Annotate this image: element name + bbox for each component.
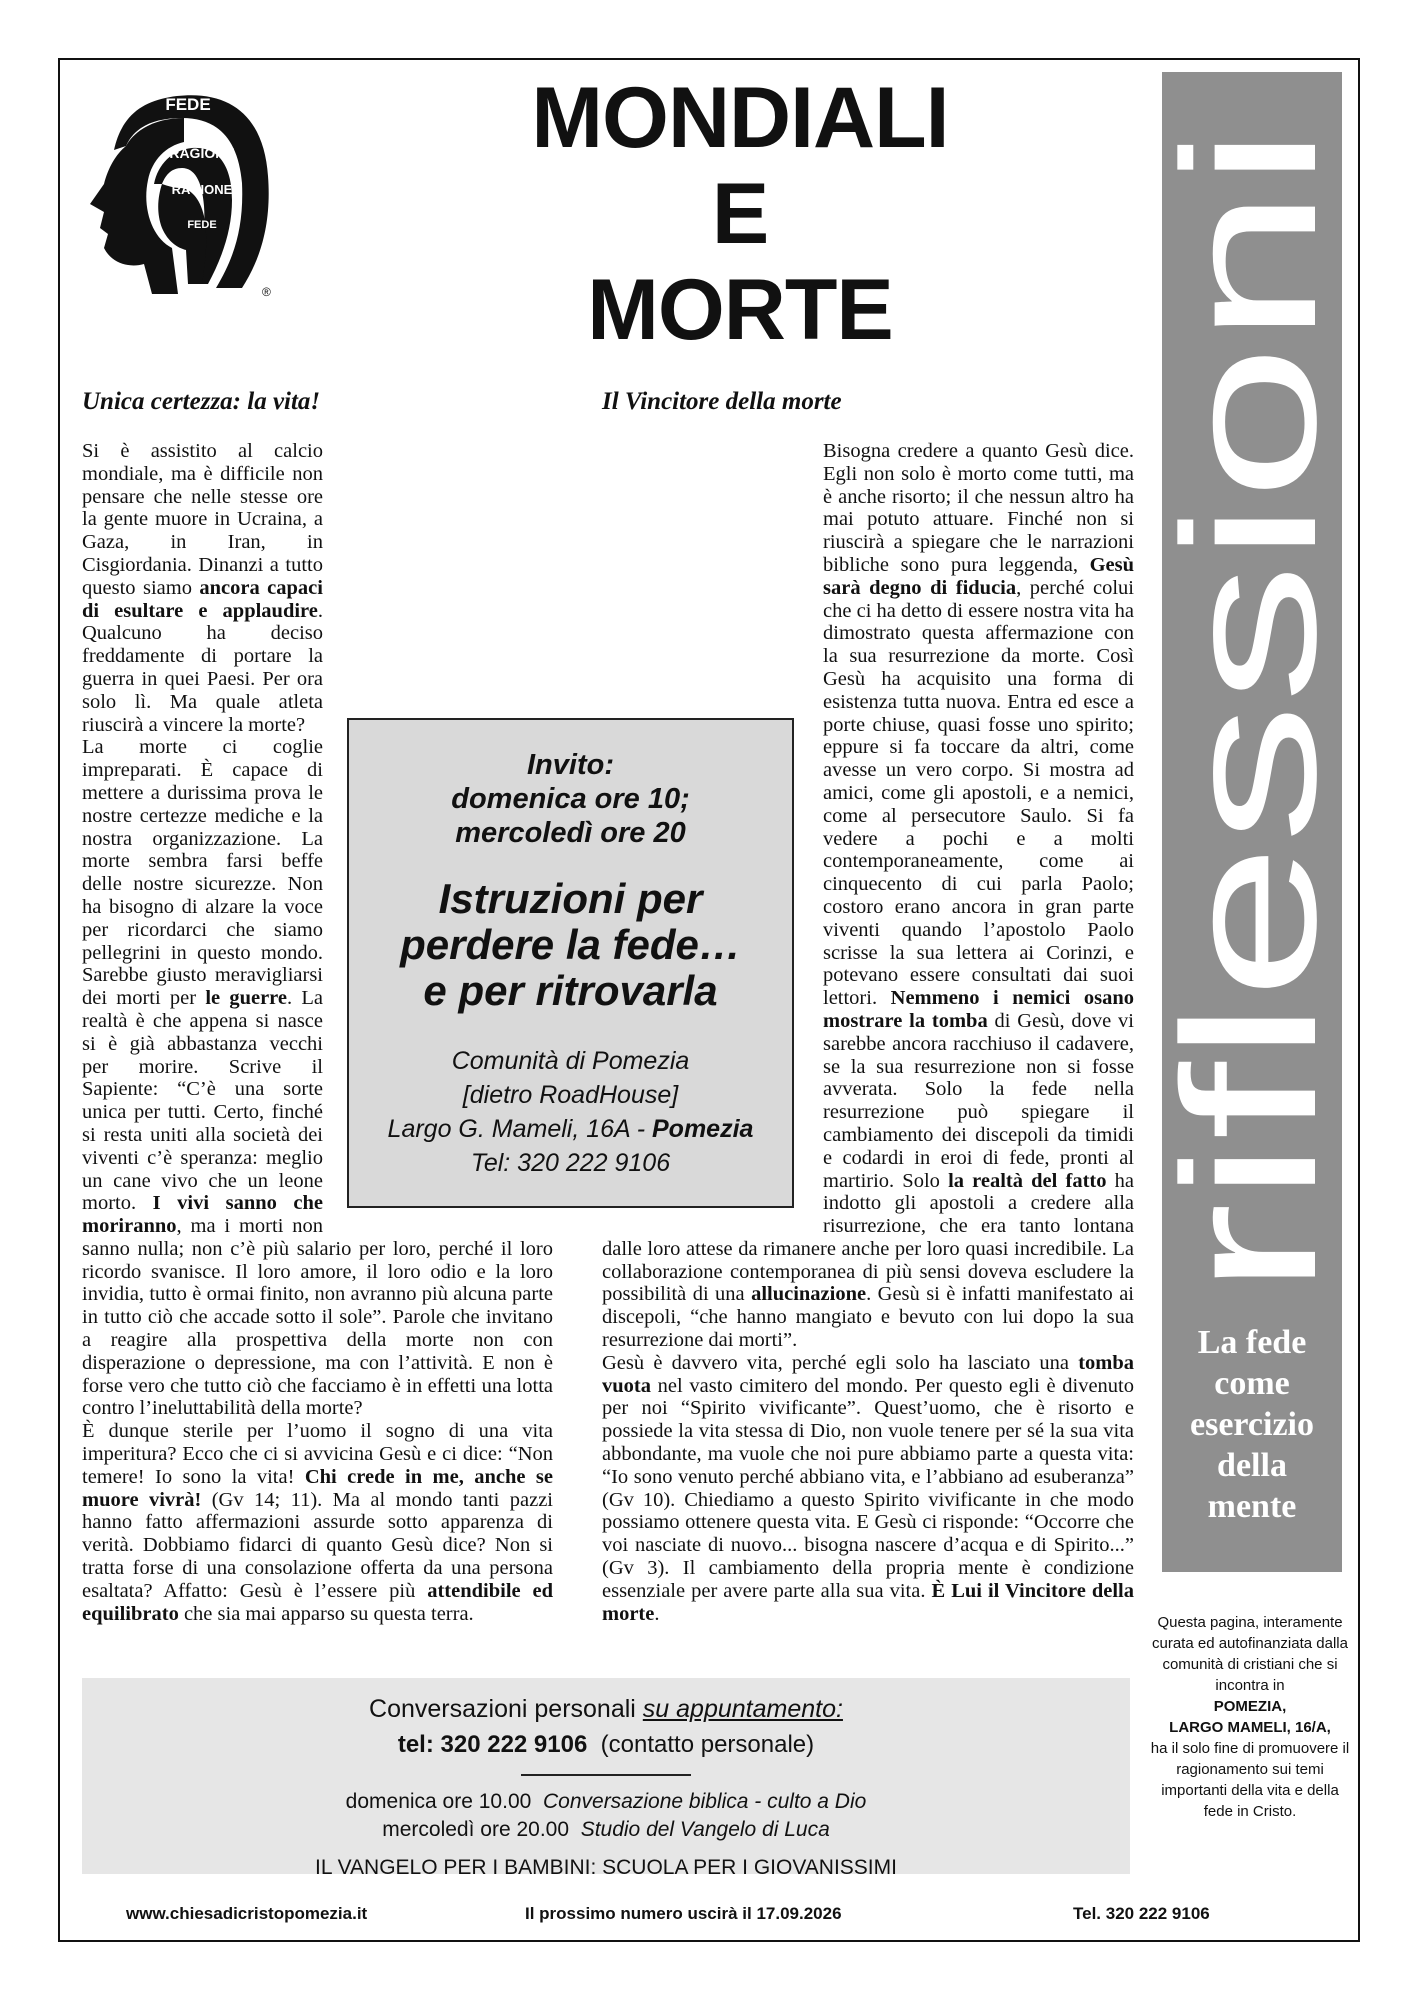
side-note-city: POMEZIA, <box>1213 1698 1287 1715</box>
invitation-title-line: Istruzioni per <box>438 875 703 922</box>
logo-line-2: RAGIONE <box>169 145 235 161</box>
side-motto <box>1162 1322 1342 1527</box>
invitation-wednesday: mercoledì ore 20 <box>455 817 686 849</box>
motto-line: come <box>1214 1365 1290 1402</box>
banner-word-text: riflessioni <box>1144 504 1356 1296</box>
invitation-place <box>349 1044 792 1180</box>
right-article-paragraph: Bisogna credere a quanto Gesù dice. Egli non solo è morto come tutti, ma è anche risorto; il che nessun altro ha mai potuto attuare. Finché non si riuscirà a spiegare che le narrazioni bibliche sono pura leggenda, Gesù sarà degno di fiducia, perché colui che ci ha detto di essere nostra vita ha dimostrato questa affermazione con la sua resurrezione da morte. Così Gesù ha acquisito una forma di esistenza tutta nuova. Entra ed esce a porte chiuse, quasi fosse uno spirito; eppure si fa toccare da altri, come avesse un vero corpo. Si mostra ad amici, come gli apostoli, e a nemici, come al persecutore Saulo. Si fa vedere a pochi e a molti contemporaneamente, come ai cinquecento di cui parla Paolo; costoro erano ancora in gran parte viventi quando l’apostolo Paolo scrisse la sua lettera ai Corinzi, e potevano essere consultati dai suoi lettori. Nemmeno i nemici osano mostrare la tomba di Gesù, dove vi sarebbe ancora racchiuso il cadavere, se la sua resurrezione non si fosse avverata. Solo la fede nella resurrezione può spiegare il cambiamento dei discepoli da timidi e codardi in eroi di fede, pronti al martirio. Solo la realtà del fatto ha indotto gli apostoli a credere alla risurrezione, che era tanto lontana dalle loro attese da rimanere anche per loro quasi incredibile. La collaborazione contemporanea di più sensi doveva escludere la possibilità di una allucinazione. Gesù si è infatti manifestato ai discepoli, “che hanno mangiato e bevuto con lui dopo la sua resurrezione dai morti”. <box>602 440 1135 1352</box>
right-article-heading: Il Vincitore della morte <box>602 388 842 415</box>
side-note-address: LARGO MAMELI, 16/A, <box>1169 1719 1331 1736</box>
registered-mark: ® <box>262 285 271 299</box>
logo-line-4: FEDE <box>187 219 217 231</box>
left-article-paragraph: Si è assistito al calcio mondiale, ma è difficile non pensare che nelle stesse ore la gente muore in Ucraina, a Gaza, in Iran, in Cisgiordania. Dinanzi a tutto questo siamo ancora capaci di esultare e applaudire. Qualcuno ha deciso freddamente di portare la guerra in quei Paesi. Per ora solo lì. Ma quale atleta riuscirà a vincere la morte? <box>82 440 323 736</box>
side-note-text: ha il solo fine di promuovere il ragionamento sui temi importanti della vita e della fede in Cristo. <box>1150 1740 1350 1820</box>
invitation-community: Comunità di Pomezia <box>451 1047 690 1075</box>
title-line-2: E <box>711 166 769 262</box>
side-note <box>1150 1612 1350 1822</box>
side-note-text: Questa pagina, interamente curata ed autofinanziata dalla comunità di cristiani che si incontra in <box>1152 1614 1348 1694</box>
contact-box <box>82 1678 1130 1879</box>
title-line-1: MONDIALI <box>531 70 949 166</box>
footer-website[interactable]: www.chiesadicristopomezia.it <box>126 1904 368 1923</box>
left-article-paragraph: La morte ci coglie impreparati. È capace di mettere a durissima prova le nostre certezze mediche e la nostra organizzazione. La morte sembra farsi beffe delle nostre sicurezze. Non ha bisogno di alzare la voce per ricordarci che siamo pellegrini in questo mondo. Sarebbe giusto meravigliarsi dei morti per le guerre. La realtà è che appena si nasce si è già abbastanza vecchi per morire. Scrive il Sapiente: “C’è una sorte unica per tutti. Certo, finché si resta uniti alla società dei viventi c’è speranza: meglio un cane vivo che un leone morto. I vivi sanno che moriranno, ma i morti non sanno nulla; non c’è più salario per loro, perché il loro ricordo svanisce. Il loro amore, il loro odio e la loro invidia, tutto è ormai finito, non avranno più alcuna parte in tutto ciò che accade sotto il sole”. Parole che invitano a reagire alla prospettiva della morte non con disperazione o depressione, ma con l’attività. E non è forse vero che tutto ciò che facciamo è in effetti una lotta contro l’ineluttabilità della morte? <box>82 736 553 1420</box>
motto-line: mente <box>1207 1488 1297 1525</box>
logo-line-3: RAGIONE <box>171 182 233 197</box>
children-gospel-line: IL VANGELO PER I BAMBINI: SCUOLA PER I GIOVANISSIMI <box>315 1856 897 1879</box>
invitation-times <box>349 748 792 850</box>
divider <box>521 1774 691 1776</box>
right-article-paragraph: Gesù è davvero vita, perché egli solo ha lasciato una tomba vuota nel vasto cimitero del mondo. Per questo egli è divenuto per noi “Spirito vivificante”. Quest’uomo, che è risorto e possiede la vita stessa di Dio, non vuole tenere per sé la sua vita abbondante, ma vuole che noi pure abbiamo parte a questa vita: “Io sono venuto perché abbiano vita, e l’abbiano ad esuberanza” (Gv 10). Chiediamo a questo Spirito vivificante in che modo possiamo ottenere questa vita. E Gesù ci risponde: “Occorre che voi nasciate di nuovo... bisogna nascere d’acqua e di Spirito...” (Gv 3). Il cambiamento della propria mente è condizione essenziale per avere parte alla sua vita. È Lui il Vincitore della morte. <box>602 1351 1135 1625</box>
footer-next-issue: Il prossimo numero uscirà il 17.09.2026 <box>525 1904 842 1923</box>
invitation-title-line: e per ritrovarla <box>423 967 718 1014</box>
motto-line: della <box>1217 1447 1287 1484</box>
invitation-landmark: [dietro RoadHouse] <box>462 1081 679 1109</box>
invitation-box <box>347 718 794 1208</box>
invitation-address: Largo G. Mameli, 16A - Pomezia <box>387 1115 754 1143</box>
left-article-heading: Unica certezza: la vita! <box>82 388 321 415</box>
schedule-sunday: domenica ore 10.00 Conversazione biblica - culto a Dio <box>345 1790 867 1813</box>
invitation-phone: Tel: 320 222 9106 <box>470 1149 671 1177</box>
page-title <box>440 70 1040 358</box>
schedule-wednesday: mercoledì ore 20.00 Studio del Vangelo di Luca <box>382 1818 830 1841</box>
left-article-paragraph: È dunque sterile per l’uomo il sogno di una vita imperitura? Ecco che ci si avvicina Gesù e ci dice: “Non temere! Io sono la vita! Chi crede in me, anche se muore vivrà! (Gv 14; 11). Ma al mondo tanti pazzi hanno fatto affermazioni assurde sotto apparenza di verità. Dobbiamo fidarci di quanto Gesù dice? Non si tratta forse di una consolazione offerta da una persona esaltata? Affatto: Gesù è l’essere più attendibile ed equilibrato che sia mai apparso su questa terra. <box>82 1420 553 1625</box>
logo-heads-icon <box>82 88 282 304</box>
logo <box>82 88 282 304</box>
logo-line-1: FEDE <box>165 95 211 114</box>
invitation-label: Invito: <box>527 749 614 781</box>
footer-phone: Tel. 320 222 9106 <box>1073 1904 1210 1923</box>
title-line-3: MORTE <box>587 262 893 358</box>
invitation-title-line: perdere la fede… <box>400 921 741 968</box>
motto-line: La fede <box>1197 1324 1307 1361</box>
side-banner-word <box>1144 76 1356 1296</box>
motto-line: esercizio <box>1190 1406 1314 1443</box>
contact-heading: Conversazioni personali su appuntamento: <box>369 1695 843 1723</box>
contact-phone: tel: 320 222 9106 (contatto personale) <box>397 1731 815 1758</box>
invitation-title <box>349 876 792 1014</box>
invitation-sunday: domenica ore 10; <box>451 783 690 815</box>
